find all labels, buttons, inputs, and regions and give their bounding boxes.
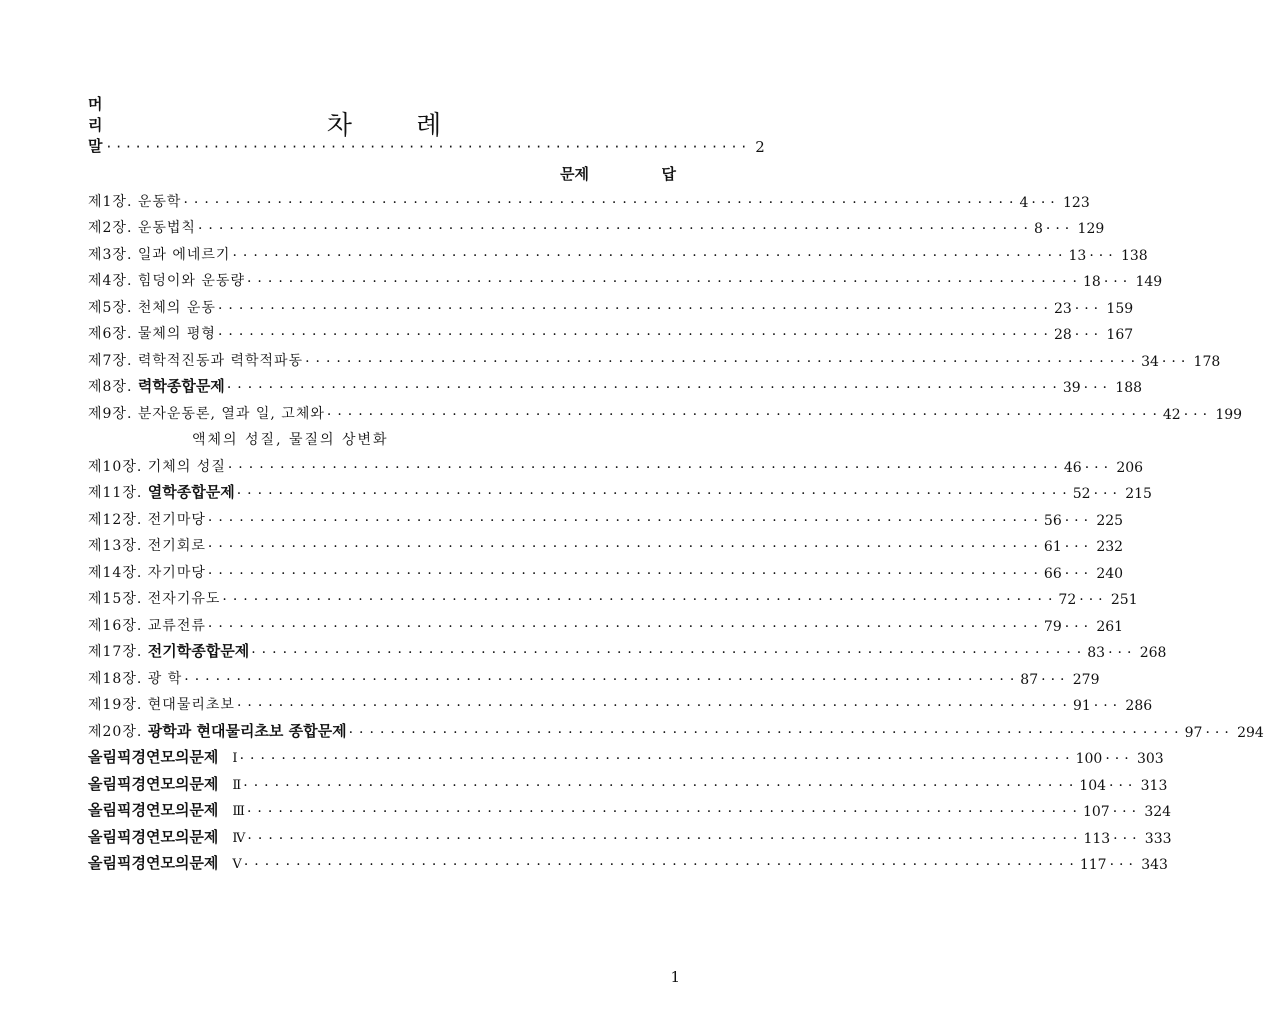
toc-entry-chapter[interactable] <box>88 396 1243 423</box>
answer-page: 251 <box>1110 592 1138 608</box>
dot-leader: ··· <box>1112 804 1142 820</box>
problem-page: 79 <box>1043 618 1062 635</box>
dot-leader: ··· <box>1074 300 1104 317</box>
entry-title <box>88 746 238 767</box>
toc-entry-olympiad[interactable] <box>88 741 1164 768</box>
chapter-number: 제19장. <box>88 697 143 713</box>
answer-page: 188 <box>1115 380 1143 396</box>
problem-page: 117 <box>1079 857 1107 873</box>
entry-title <box>88 535 206 555</box>
chapter-title: 힘덩이와 운동량 <box>137 273 245 289</box>
answer-page: 178 <box>1193 353 1221 370</box>
chapter-number: 제7장. <box>88 352 133 369</box>
chapter-number: 제2장. <box>88 220 133 236</box>
chapter-number: 제15장. <box>88 591 143 607</box>
answer-page: 123 <box>1063 194 1090 211</box>
problem-page: 66 <box>1043 565 1062 582</box>
dot-leader: ················································································ <box>217 300 1054 317</box>
answer-page: 206 <box>1116 459 1144 476</box>
entry-title <box>88 375 225 396</box>
toc-entry-chapter[interactable] <box>88 211 1105 238</box>
toc-entry-chapter[interactable] <box>88 555 1124 582</box>
table-of-contents <box>88 184 1264 873</box>
chapter-number: 제17장. <box>88 644 143 660</box>
chapter-title: 력학종합문제 <box>137 377 225 395</box>
dot-leader: ················································································ <box>222 592 1059 608</box>
entry-title <box>88 270 245 290</box>
toc-entry-chapter[interactable] <box>88 449 1144 476</box>
entry-title <box>88 773 241 794</box>
entry-title <box>88 509 206 529</box>
olympiad-roman-numeral: Ⅳ <box>232 830 246 846</box>
entry-title <box>88 191 181 211</box>
preface-page: 2 <box>755 138 765 156</box>
column-header-answer: 답 <box>661 165 676 183</box>
chapter-number: 제3장. <box>88 246 133 263</box>
toc-entry-chapter[interactable] <box>88 317 1134 344</box>
dot-leader: ················································································ <box>183 194 1020 211</box>
problem-page: 46 <box>1063 459 1082 476</box>
chapter-title: 교류전류 <box>147 617 206 634</box>
answer-page: 232 <box>1096 539 1124 555</box>
entry-title <box>88 720 347 741</box>
dot-leader: ················································································ <box>348 724 1185 741</box>
dot-leader: ··· <box>1161 353 1191 370</box>
chapter-number: 제10장. <box>88 458 143 475</box>
dot-leader: ··· <box>1109 777 1138 794</box>
entry-title <box>88 562 206 582</box>
problem-page: 100 <box>1075 751 1103 767</box>
entry-title <box>88 217 196 237</box>
chapter-title: 물체의 평형 <box>137 326 216 342</box>
problem-page: 23 <box>1053 300 1072 317</box>
page-title: 차 례 <box>326 111 470 142</box>
dot-leader: ················································································ <box>184 671 1021 688</box>
chapter-title: 기체의 성질 <box>147 458 226 475</box>
chapter-number: 제18장. <box>88 670 143 687</box>
toc-entry-chapter[interactable] <box>88 476 1152 503</box>
olympiad-roman-numeral: Ⅰ <box>232 751 238 766</box>
problem-page: 39 <box>1062 380 1081 396</box>
answer-page: 149 <box>1135 274 1163 290</box>
entry-title <box>88 297 216 317</box>
entry-title <box>88 350 303 370</box>
dot-leader: ················································································ <box>226 380 1063 396</box>
dot-leader: ··· <box>1084 459 1114 476</box>
chapter-title: 광학과 현대물리초보 종합문제 <box>147 721 347 740</box>
chapter-number: 제8장. <box>88 379 133 395</box>
chapter-number: 제12장. <box>88 511 143 528</box>
toc-entry-olympiad[interactable] <box>88 820 1172 847</box>
dot-leader: ················································································ <box>207 512 1044 529</box>
dot-leader: ··· <box>1064 618 1094 635</box>
entry-title <box>88 640 249 661</box>
problem-page: 87 <box>1020 671 1039 688</box>
chapter-title: 운동법칙 <box>137 220 196 236</box>
olympiad-title: 올림픽경연모의문제 <box>88 748 219 766</box>
chapter-number: 제20장. <box>88 723 143 740</box>
answer-page: 313 <box>1140 777 1168 794</box>
chapter-title: 분자운동론, 열과 일, 고체와 <box>137 405 325 422</box>
chapter-title: 현대물리초보 <box>147 697 235 713</box>
chapter-title: 력학적진동과 력학적파동 <box>137 352 304 369</box>
preface-label: 머리말 <box>88 95 103 155</box>
entry-title <box>88 826 245 847</box>
dot-leader: ················································································ <box>207 618 1044 635</box>
toc-entry-chapter[interactable] <box>88 264 1163 291</box>
chapter-number: 제5장. <box>88 299 133 316</box>
problem-page: 8 <box>1033 221 1043 237</box>
toc-entry-chapter[interactable] <box>88 635 1167 662</box>
chapter-title: 천체의 운동 <box>137 299 216 316</box>
dot-leader: ··· <box>1113 830 1142 847</box>
answer-page: 343 <box>1141 857 1168 873</box>
toc-entry-chapter[interactable] <box>88 688 1153 715</box>
chapter-title: 자기마당 <box>147 564 206 581</box>
dot-leader: ··· <box>1064 565 1094 582</box>
entry-title <box>88 799 245 820</box>
toc-entry-chapter[interactable] <box>88 714 1264 741</box>
dot-leader: ················································································ <box>217 327 1054 343</box>
dot-leader: ··· <box>1064 512 1094 529</box>
answer-page: 138 <box>1120 247 1148 264</box>
problem-page: 72 <box>1058 592 1077 608</box>
chapter-title: 전기회로 <box>147 538 206 554</box>
entry-title <box>88 668 182 688</box>
dot-leader: ··· <box>1074 327 1104 343</box>
answer-page: 324 <box>1144 804 1172 820</box>
olympiad-roman-numeral: Ⅲ <box>232 804 245 819</box>
answer-page: 261 <box>1096 618 1124 635</box>
dot-leader: ················································································ <box>232 247 1069 264</box>
dot-leader: ················································································ <box>247 830 1084 847</box>
column-header-problem: 문제 <box>560 165 589 183</box>
dot-leader: ················································································ <box>243 857 1080 873</box>
problem-page: 4 <box>1019 194 1029 211</box>
problem-page: 97 <box>1184 724 1203 741</box>
dot-leader: ················································································ <box>227 459 1064 476</box>
chapter-title-continuation: 액체의 성질, 물질의 상변화 <box>192 432 389 448</box>
answer-page: 279 <box>1072 671 1100 688</box>
toc-entry-continuation <box>88 423 676 450</box>
answer-page: 199 <box>1215 406 1243 423</box>
dot-leader: ··· <box>1079 592 1108 608</box>
dot-leader: ················································································ <box>305 353 1142 370</box>
problem-page: 83 <box>1087 645 1106 661</box>
chapter-title: 전기마당 <box>147 511 206 528</box>
chapter-number: 제6장. <box>88 326 133 342</box>
answer-page: 268 <box>1139 645 1167 661</box>
problem-page: 52 <box>1072 486 1091 502</box>
olympiad-title: 올림픽경연모의문제 <box>88 801 219 819</box>
problem-page: 104 <box>1079 777 1107 794</box>
dot-leader: ··· <box>1093 486 1122 502</box>
dot-leader: ················································································ <box>236 698 1073 714</box>
chapter-title: 운동학 <box>137 193 182 210</box>
problem-page: 61 <box>1043 539 1062 555</box>
dot-leader: ················································································ <box>239 751 1076 767</box>
answer-page: 240 <box>1096 565 1124 582</box>
olympiad-title: 올림픽경연모의문제 <box>88 854 219 872</box>
olympiad-roman-numeral: Ⅴ <box>232 857 242 872</box>
dot-leader: ··· <box>1205 724 1234 741</box>
problem-page: 42 <box>1162 406 1181 423</box>
entry-title <box>88 615 206 635</box>
chapter-title: 열학종합문제 <box>147 483 235 501</box>
answer-page: 303 <box>1136 751 1164 767</box>
column-headers <box>560 158 676 184</box>
toc-entry-chapter[interactable] <box>88 343 1221 370</box>
answer-page: 294 <box>1237 724 1264 741</box>
dot-leader: ··· <box>1093 698 1123 714</box>
toc-entry-olympiad[interactable] <box>88 847 1168 874</box>
dot-leader: ················································································ <box>207 565 1044 582</box>
chapter-title: 광 학 <box>147 670 183 687</box>
toc-entry-chapter[interactable] <box>88 290 1134 317</box>
toc-entry-chapter[interactable] <box>88 502 1124 529</box>
toc-entry-chapter[interactable] <box>88 237 1148 264</box>
chapter-title: 전기학종합문제 <box>147 642 250 660</box>
problem-page: 18 <box>1083 274 1101 290</box>
dot-leader: ··· <box>1064 539 1094 555</box>
olympiad-title: 올림픽경연모의문제 <box>88 774 219 793</box>
dot-leader: ················································································ <box>207 539 1044 555</box>
chapter-number: 제16장. <box>88 617 143 634</box>
problem-page: 113 <box>1083 830 1111 847</box>
entry-title <box>88 481 235 502</box>
dot-leader: ··· <box>1183 406 1213 423</box>
chapter-number: 제1장. <box>88 193 133 210</box>
chapter-title: 일과 에네르기 <box>137 246 231 263</box>
problem-page: 91 <box>1072 698 1091 714</box>
olympiad-title: 올림픽경연모의문제 <box>88 827 219 846</box>
problem-page: 13 <box>1068 247 1087 264</box>
entry-title <box>88 323 216 343</box>
dot-leader: ··· <box>1031 194 1060 211</box>
dot-leader: ················································································ <box>326 406 1163 423</box>
toc-entry-chapter[interactable] <box>88 661 1100 688</box>
chapter-number: 제4장. <box>88 273 133 289</box>
dot-leader: ················································································ <box>246 804 1083 820</box>
dot-leader: ··· <box>1109 857 1138 873</box>
toc-entry-chapter[interactable] <box>88 370 1143 397</box>
chapter-number: 제13장. <box>88 538 143 554</box>
dot-leader: ··· <box>1045 221 1075 237</box>
entry-title <box>88 456 226 476</box>
chapter-number: 제14장. <box>88 564 143 581</box>
problem-page: 56 <box>1043 512 1062 529</box>
entry-title <box>88 852 242 873</box>
chapter-number: 제11장. <box>88 485 143 501</box>
dot-leader: ················································································ <box>236 486 1073 502</box>
dot-leader: ··· <box>1041 671 1070 688</box>
answer-page: 286 <box>1125 698 1153 714</box>
dot-leader: ··· <box>1089 247 1118 264</box>
dot-leader: ················································································ <box>246 274 1083 290</box>
answer-page: 159 <box>1106 300 1134 317</box>
toc-entry-chapter[interactable] <box>88 608 1124 635</box>
answer-page: 225 <box>1096 512 1124 529</box>
toc-entry-chapter[interactable] <box>88 582 1138 609</box>
answer-page: 215 <box>1125 486 1152 502</box>
dot-leader: ················································································ <box>197 221 1034 237</box>
entry-title <box>88 244 230 264</box>
entry-title <box>88 588 220 608</box>
toc-entry-olympiad[interactable] <box>88 794 1172 821</box>
answer-page: 129 <box>1077 221 1105 237</box>
problem-page: 107 <box>1082 804 1110 820</box>
dot-leader: ··· <box>1105 751 1134 767</box>
dot-leader: ··· <box>1083 380 1113 396</box>
toc-entry-chapter[interactable] <box>88 529 1124 556</box>
dot-leader: ··· <box>1108 645 1137 661</box>
dot-leader: ················································································ <box>251 645 1088 661</box>
toc-entry-chapter[interactable] <box>88 184 1090 211</box>
problem-page: 34 <box>1141 353 1159 370</box>
entry-title <box>88 694 235 714</box>
dot-leader: ··· <box>1103 274 1133 290</box>
answer-page: 167 <box>1106 327 1134 343</box>
dot-leader: ·································································· <box>106 138 752 156</box>
problem-page: 28 <box>1053 327 1072 343</box>
dot-leader: ················································································ <box>243 777 1080 794</box>
olympiad-roman-numeral: Ⅱ <box>232 777 242 793</box>
chapter-number: 제9장. <box>88 405 133 422</box>
page-number: 1 <box>670 968 680 986</box>
answer-page: 333 <box>1144 830 1172 847</box>
entry-title <box>88 403 325 423</box>
toc-entry-olympiad[interactable] <box>88 767 1168 794</box>
chapter-title: 전자기유도 <box>147 591 221 607</box>
